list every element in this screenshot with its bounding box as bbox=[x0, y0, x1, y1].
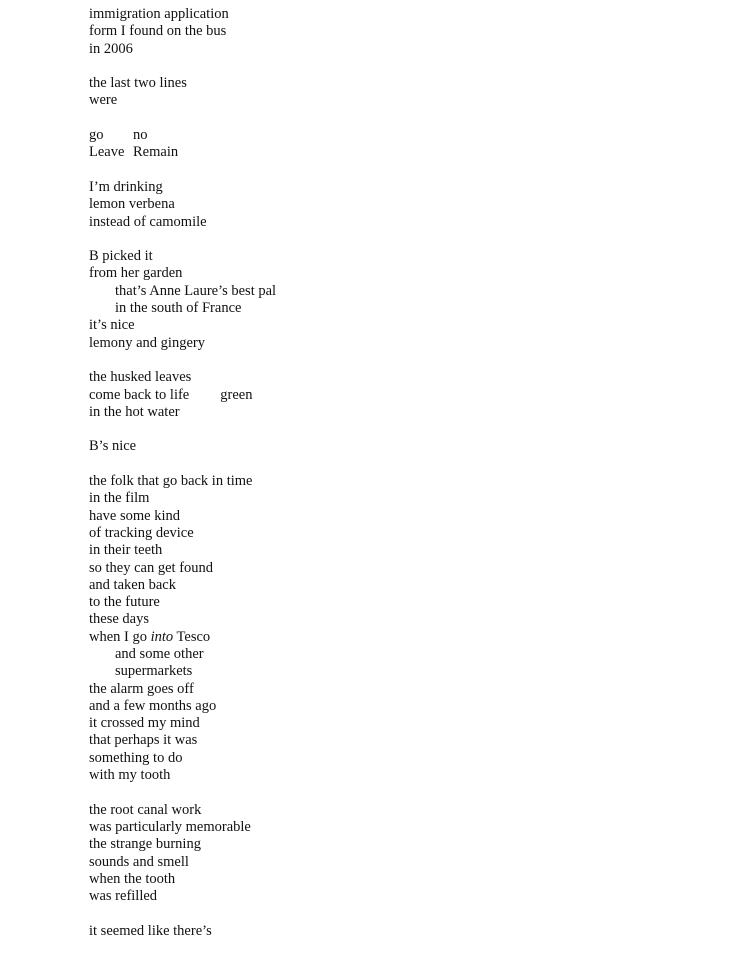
poem-line: was refilled bbox=[89, 888, 158, 905]
stanza-break bbox=[89, 162, 689, 179]
poem-phrase: when I go bbox=[89, 628, 151, 645]
poem-line: it’s nice bbox=[89, 317, 135, 334]
form-option-row bbox=[89, 127, 689, 144]
stanza-4 bbox=[89, 179, 689, 231]
stanza-2 bbox=[89, 75, 689, 110]
poem-phrase: Tesco bbox=[173, 628, 211, 645]
poem-line: it seemed like there’s bbox=[89, 922, 212, 939]
option-remain: Remain bbox=[133, 144, 179, 161]
poem-line: form I found on the bus bbox=[89, 23, 227, 40]
poem-line bbox=[89, 629, 689, 646]
poem-line: to the future bbox=[89, 594, 160, 611]
poem-line: when the tooth bbox=[89, 870, 176, 887]
stanza-break bbox=[89, 110, 689, 127]
poem-line: the root canal work bbox=[89, 801, 202, 818]
stanza-1 bbox=[89, 6, 689, 58]
poem-line: was particularly memorable bbox=[89, 818, 251, 835]
poem-line: were bbox=[89, 92, 118, 109]
poem-page bbox=[89, 6, 689, 940]
option-go: go bbox=[89, 127, 104, 144]
stanza-5 bbox=[89, 248, 689, 352]
poem-line: of tracking device bbox=[89, 524, 194, 541]
poem-line bbox=[89, 387, 689, 404]
stanza-break bbox=[89, 421, 689, 438]
stanza-break bbox=[89, 231, 689, 248]
poem-line: in 2006 bbox=[89, 40, 133, 57]
poem-line-indented: and some other bbox=[115, 645, 204, 662]
poem-line: that perhaps it was bbox=[89, 732, 198, 749]
poem-line-indented: in the south of France bbox=[115, 300, 242, 317]
poem-line: instead of camomile bbox=[89, 213, 207, 230]
poem-line: and a few months ago bbox=[89, 697, 217, 714]
stanza-10 bbox=[89, 923, 689, 940]
poem-word-italic: into bbox=[150, 628, 174, 645]
poem-line: so they can get found bbox=[89, 559, 214, 576]
poem-line: in the hot water bbox=[89, 403, 180, 420]
poem-line: the alarm goes off bbox=[89, 680, 194, 697]
stanza-6 bbox=[89, 369, 689, 421]
poem-line: lemon verbena bbox=[89, 196, 175, 213]
poem-line: and taken back bbox=[89, 576, 176, 593]
stanza-3-form-options bbox=[89, 127, 689, 162]
poem-line: lemony and gingery bbox=[89, 334, 205, 351]
stanza-break bbox=[89, 905, 689, 922]
poem-line: with my tooth bbox=[89, 767, 171, 784]
poem-line-indented: that’s Anne Laure’s best pal bbox=[115, 282, 277, 299]
poem-line: something to do bbox=[89, 749, 183, 766]
stanza-7 bbox=[89, 438, 689, 455]
poem-line: I’m drinking bbox=[89, 178, 163, 195]
stanza-break bbox=[89, 352, 689, 369]
poem-line: the strange burning bbox=[89, 836, 201, 853]
poem-word-green: green bbox=[220, 386, 253, 403]
poem-line: the husked leaves bbox=[89, 369, 192, 386]
stanza-8 bbox=[89, 473, 689, 784]
poem-line: have some kind bbox=[89, 507, 181, 524]
poem-phrase: come back to life bbox=[89, 386, 190, 403]
stanza-break bbox=[89, 784, 689, 801]
stanza-9 bbox=[89, 802, 689, 906]
stanza-break bbox=[89, 456, 689, 473]
poem-line: immigration application bbox=[89, 6, 229, 22]
option-no: no bbox=[133, 127, 148, 144]
stanza-break bbox=[89, 58, 689, 75]
poem-line: B’s nice bbox=[89, 438, 137, 455]
option-leave: Leave bbox=[89, 144, 125, 161]
poem-line: it crossed my mind bbox=[89, 715, 200, 732]
poem-line: the folk that go back in time bbox=[89, 473, 253, 490]
poem-line-indented: supermarkets bbox=[115, 663, 193, 680]
poem-line: in their teeth bbox=[89, 542, 163, 559]
poem-line: the last two lines bbox=[89, 75, 187, 92]
poem-line: B picked it bbox=[89, 248, 153, 265]
poem-line: in the film bbox=[89, 490, 150, 507]
form-option-row bbox=[89, 144, 689, 161]
poem-line: sounds and smell bbox=[89, 853, 189, 870]
poem-line: these days bbox=[89, 611, 149, 628]
poem-line: from her garden bbox=[89, 265, 183, 282]
